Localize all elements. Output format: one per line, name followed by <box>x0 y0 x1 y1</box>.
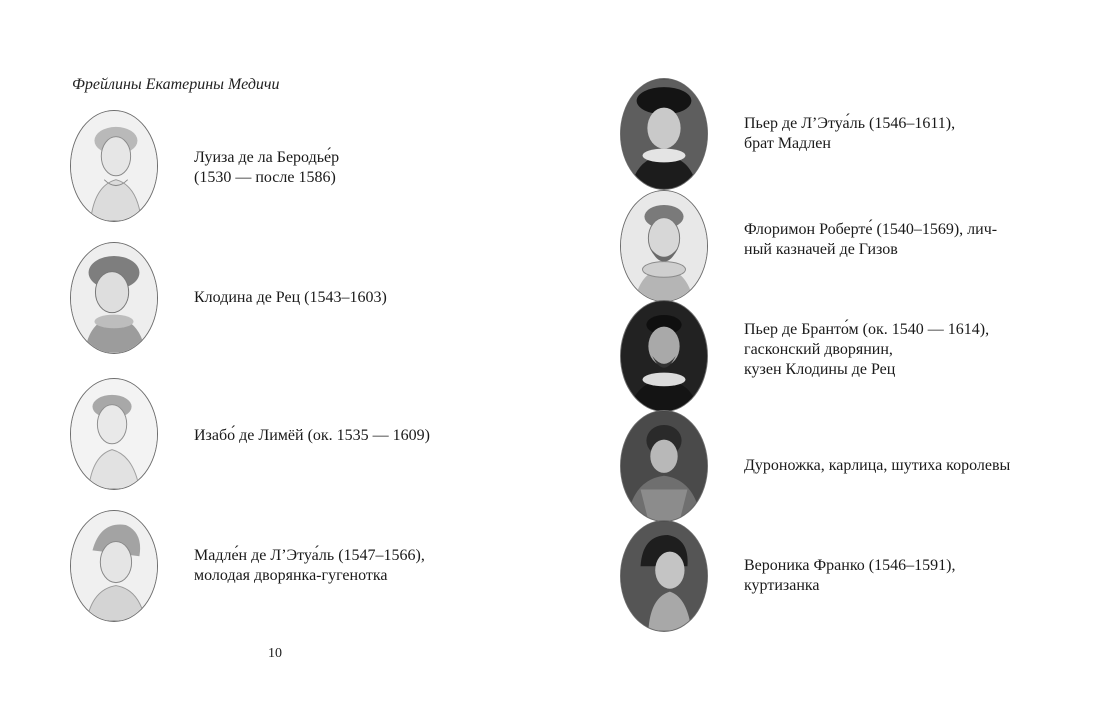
entry-details: брат Мадлен <box>744 135 831 152</box>
sketch-portrait <box>70 110 158 222</box>
entry-name: Изабо́ де Лимёй (ок. 1535 — 1609) <box>194 427 430 444</box>
painted-portrait <box>620 410 708 522</box>
entry-details: куртизанка <box>744 577 820 594</box>
entry-details: гасконский дворянин, <box>744 341 893 358</box>
painted-portrait <box>620 520 708 632</box>
entry-name: Вероника Франко (1546–1591), <box>744 557 956 574</box>
entry-name: Дуроножка, карлица, шутиха королевы <box>744 457 1011 474</box>
entry-details: кузен Клодины де Рец <box>744 361 896 378</box>
entry-details: молодая дворянка-гугенотка <box>194 567 388 584</box>
painted-portrait <box>620 300 708 412</box>
right-page <box>550 0 1100 726</box>
page-number: 10 <box>268 646 282 661</box>
sketch-portrait <box>70 510 158 622</box>
sketch-portrait <box>620 190 708 302</box>
entry-details: ный казначей де Гизов <box>744 241 898 258</box>
entry-name: Луиза де ла Беродье́р <box>194 149 340 166</box>
entry-details: (1530 — после 1586) <box>194 169 336 186</box>
sketch-portrait <box>70 242 158 354</box>
entry-name: Пьер де Л’Этуа́ль (1546–1611), <box>744 115 956 132</box>
section-title: Фрейлины Екатерины Медичи <box>72 76 280 93</box>
entry-name: Флоримон Роберте́ (1540–1569), лич- <box>744 221 998 238</box>
entry-name: Пьер де Бранто́м (ок. 1540 — 1614), <box>744 321 990 338</box>
entry-name: Мадле́н де Л’Этуа́ль (1547–1566), <box>194 547 425 564</box>
painted-portrait <box>620 78 708 190</box>
entry-name: Клодина де Рец (1543–1603) <box>194 289 387 306</box>
sketch-portrait <box>70 378 158 490</box>
